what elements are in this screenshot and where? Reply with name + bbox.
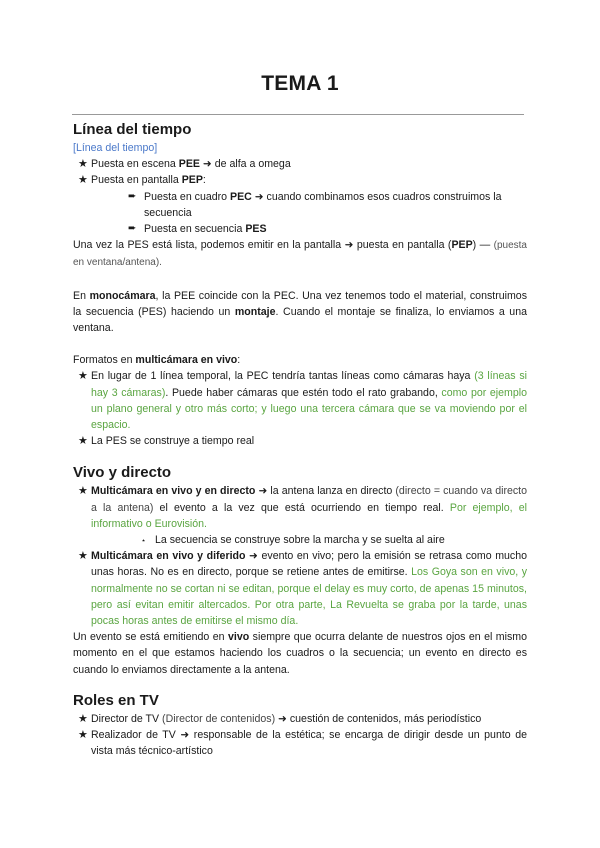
list-item: ★ Multicámara en vivo y diferido ➜ evento en vivo; pero la emisión se retrasa como mucho unas horas. No es en directo, porque se retiene antes de emitirse. Los Goya son en vivo, y normalmente no se cortan ni se editan, porque el delay es muy corto, de apenas 15 minutos, pero así evitan emitir altercados. Por otra parte, La Revuelta se graba por la tarde, unas pocas horas antes de emitirse el mismo día.	[78, 550, 528, 628]
list-item: ★ Puesta en pantalla PEP:	[73, 172, 527, 188]
heading-vivo-y-directo: Vivo y directo	[73, 464, 172, 482]
paragraph-vivo-directo: Un evento se está emitiendo en vivo siempre que ocurra delante de nuestros ojos en el mismo momento en el que estamos haciendo los cuadros o la secuencia; un evento en directo es cuando lo enviamos directamente a la antena.	[73, 631, 527, 676]
timeline-list	[73, 156, 527, 237]
list-item: ★ Puesta en escena PEE ➜ de alfa a omega	[73, 156, 527, 172]
heading-linea-del-tiempo: Línea del tiempo	[73, 121, 192, 138]
list-item: ★ Realizador de TV ➜ responsable de la estética; se encarga de dirigir desde un punto de vista más técnico-artístico	[78, 729, 527, 758]
title-divider	[72, 114, 524, 115]
paragraph-monocamara: En monocámara, la PEE coincide con la PEC. Una vez tenemos todo el material, construimos la secuencia (PES) haciendo un montaje. Cuando el montaje se finaliza, lo enviamos a una ventana.	[73, 289, 527, 335]
paragraph-formatos: Formatos en multicámara en vivo:	[73, 354, 241, 367]
formatos-list	[73, 368, 527, 449]
star-bullet-icon: ★	[78, 729, 88, 742]
dot-bullet-icon: ⋆	[141, 536, 147, 546]
star-bullet-icon: ★	[78, 712, 88, 725]
list-item: ★ En lugar de 1 línea temporal, la PEC tendría tantas líneas como cámaras haya (3 líneas si hay 3 cámaras). Puede haber cámaras que estén todo el rato grabando, como por ejemplo un plano general y otro más corto; y luego una tercera cámara que se va moviendo por el espacio.	[78, 370, 527, 432]
document-body	[73, 118, 527, 760]
heading-roles-en-tv: Roles en TV	[73, 691, 159, 709]
arrow-bullet-icon: ➨	[128, 223, 137, 235]
list-item: ★ La PES se construye a tiempo real	[73, 433, 527, 449]
live-list	[73, 483, 527, 629]
roles-list	[73, 711, 527, 760]
star-bullet-icon: ★	[78, 174, 88, 187]
timeline-link[interactable]: [Línea del tiempo]	[73, 142, 158, 154]
page-title: TEMA 1	[261, 72, 339, 95]
list-item: ★ Multicámara en vivo y en directo ➜ la antena lanza en directo (directo = cuando va directo a la antena) el evento a la vez que está ocurriendo en tiempo real. Por ejemplo, el informativo o Eurovisión.	[78, 485, 527, 530]
sub-list-item: ➨ Puesta en cuadro PEC ➜ cuando combinamos esos cuadros construimos la secuencia	[128, 190, 502, 219]
star-bullet-icon: ★	[78, 158, 88, 171]
sub-list-item: ⋆ La secuencia se construye sobre la marcha y se suelta al aire	[73, 532, 527, 548]
sub-list-item: ➨ Puesta en secuencia PES	[73, 221, 527, 237]
paragraph-pep: Una vez la PES está lista, podemos emitir en la pantalla ➜ puesta en pantalla (PEP) — (puesta en ventana/antena).	[73, 239, 527, 269]
star-bullet-icon: ★	[78, 435, 88, 448]
arrow-bullet-icon: ➨	[128, 190, 137, 202]
star-bullet-icon: ★	[78, 550, 88, 563]
star-bullet-icon: ★	[78, 485, 88, 498]
list-item: ★ Director de TV (Director de contenidos) ➜ cuestión de contenidos, más periodístico	[73, 711, 527, 727]
star-bullet-icon: ★	[78, 370, 88, 383]
